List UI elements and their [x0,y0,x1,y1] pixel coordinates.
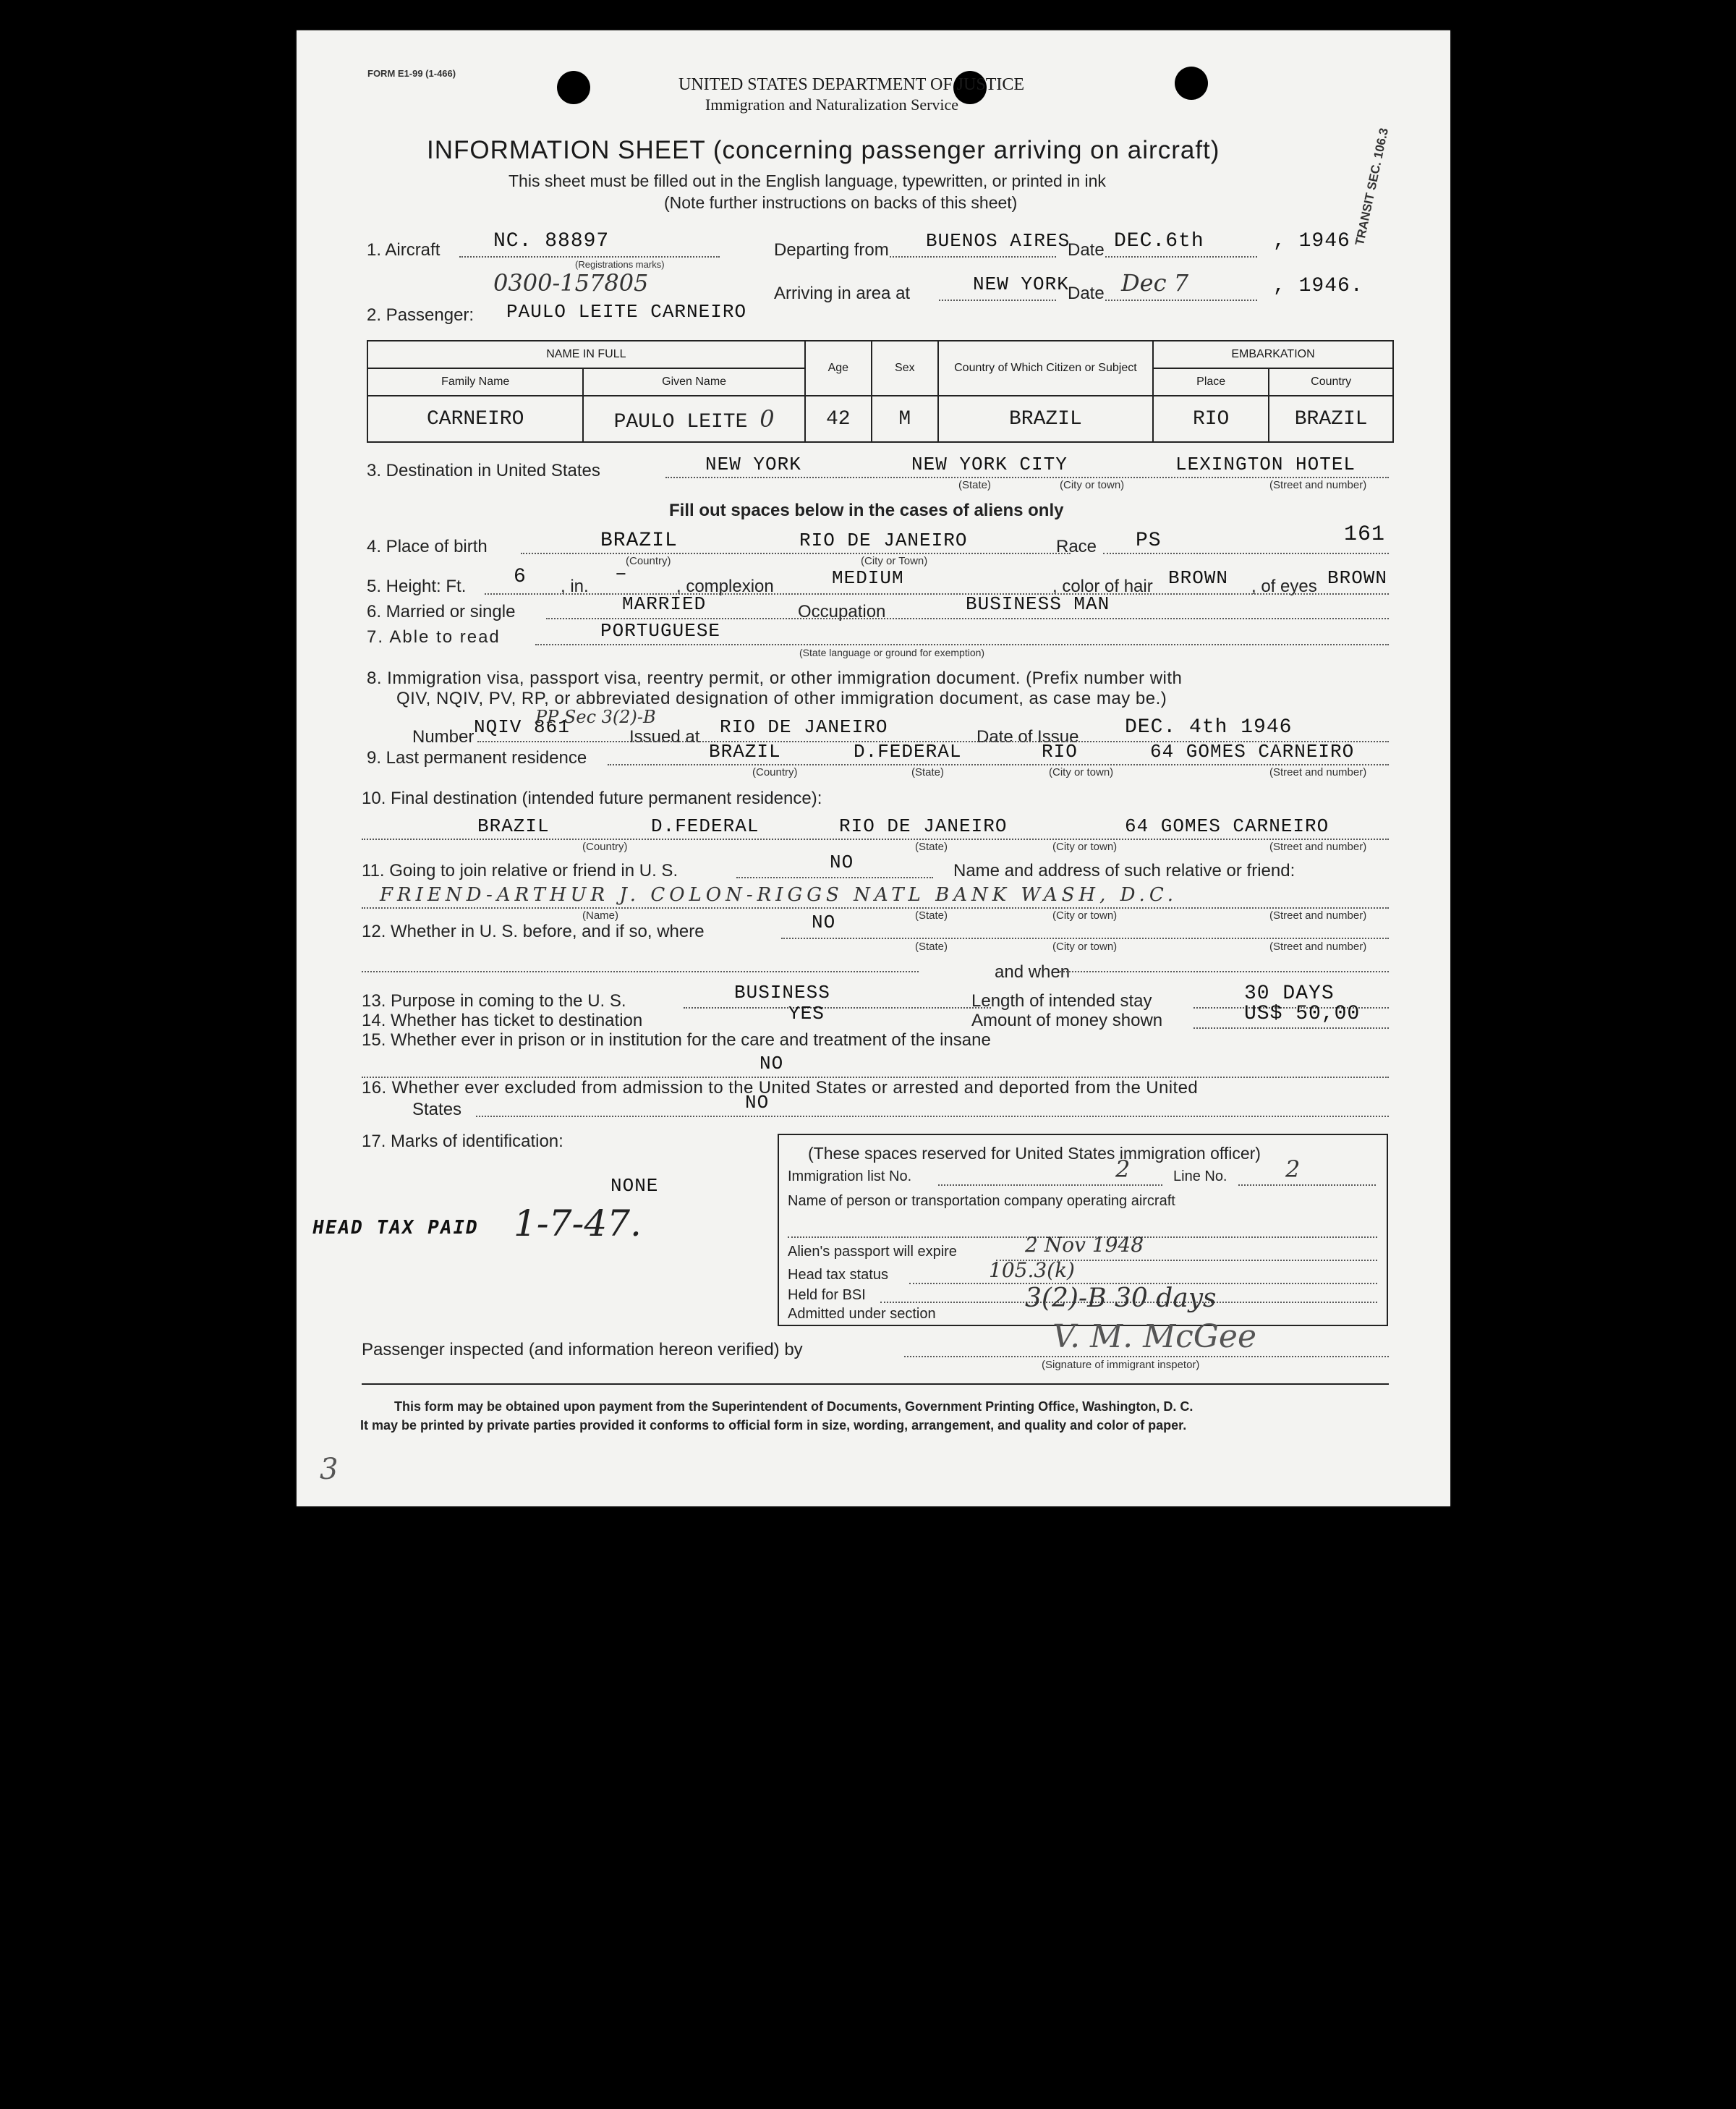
previous-street-caption: (Street and number) [1269,941,1367,953]
signature-caption: (Signature of immigrant inspetor) [1042,1359,1200,1371]
final-country-caption: (Country) [582,841,628,853]
friend-street-caption: (Street and number) [1269,909,1367,922]
complexion-value: MEDIUM [832,567,904,589]
final-country: BRAZIL [477,815,550,837]
destination-street: LEXINGTON HOTEL [1175,454,1356,475]
read-caption: (State language or ground for exemption) [799,647,985,658]
previous-state-caption: (State) [915,941,948,953]
destination-street-caption: (Street and number) [1269,479,1367,491]
money-value: US$ 50,00 [1244,1003,1361,1025]
document-text-1: 8. Immigration visa, passport visa, reentry permit, or other immigration document. (Prefix number with [367,669,1183,688]
join-relative-value: NO [830,852,854,873]
residence-state-caption: (State) [911,766,945,778]
given-name-mark: 0 [760,404,775,433]
residence-country-caption: (Country) [752,766,798,778]
given-name-cell [583,396,804,442]
instructions-line-1: This sheet must be filled out in the English language, typewritten, or printed in ink [509,171,1106,190]
prison-value: NO [760,1053,784,1074]
occupation-label: Occupation [798,602,886,621]
money-label: Amount of money shown [971,1011,1163,1030]
residence-street: 64 GOMES CARNEIRO [1150,741,1355,763]
departing-value: BUENOS AIRES [926,230,1071,252]
previous-visit-label: 12. Whether in U. S. before, and if so, where [362,922,705,941]
line-no-label: Line No. [1173,1168,1227,1184]
arrive-date-line [1105,300,1257,301]
embarkation-header: EMBARKATION [1153,341,1393,368]
residence-city: RIO [1042,741,1078,763]
residence-label: 9. Last permanent residence [367,748,587,768]
friend-state-caption: (State) [915,909,948,922]
inspector-signature: V. M. McGee [1052,1318,1257,1355]
arriving-label: Arriving in area at [774,284,911,303]
arriving-value: NEW YORK [973,273,1069,295]
race-label: Race [1056,537,1097,556]
age-cell: 42 [805,396,872,442]
arriving-line [939,300,1056,301]
destination-city-caption: (City or town) [1060,479,1125,491]
money-line [1194,1027,1389,1029]
previous-visit-line-2 [362,971,919,972]
stay-label: Length of intended stay [971,991,1152,1011]
final-state: D.FEDERAL [651,815,760,837]
aliens-note: Fill out spaces below in the cases of aliens only [669,501,1064,520]
line-no-value: 2 [1285,1155,1301,1183]
marital-line [546,618,1389,619]
hair-value: BROWN [1168,567,1229,589]
inches-label: , in. [561,577,589,596]
previous-city-caption: (City or town) [1052,941,1118,953]
arrive-date-label: Date [1068,284,1105,303]
friend-name-caption: (Name) [582,909,619,922]
race-number: 161 [1344,522,1386,547]
when-label: and when [995,962,1071,982]
issued-label: Issued at [629,727,700,747]
depart-year: , 1946 [1273,230,1350,253]
issue-date-label: Date of Issue [977,727,1079,747]
birthplace-label: 4. Place of birth [367,537,488,556]
final-state-caption: (State) [915,841,948,853]
eyes-value: BROWN [1327,567,1388,589]
depart-date-label: Date [1068,240,1105,260]
friend-value: FRIEND-ARTHUR J. COLON-RIGGS NATL BANK WASH, D.C. [380,884,1178,906]
purpose-line [684,1007,991,1009]
identification-value: NONE [610,1175,659,1197]
ticket-value: YES [788,1003,825,1024]
embark-country-cell: BRAZIL [1269,396,1393,442]
height-label: 5. Height: Ft. [367,577,467,596]
residence-state: D.FEDERAL [854,741,962,763]
residence-line [608,764,1389,765]
aircraft-line [459,256,720,258]
immigration-list-line [938,1184,1162,1186]
final-street: 64 GOMES CARNEIRO [1125,815,1329,837]
excluded-value: NO [745,1092,770,1113]
passenger-value: PAULO LEITE CARNEIRO [506,301,747,323]
passport-expire-value: 2 Nov 1948 [1025,1233,1144,1257]
read-label: 7. Able to read [367,627,501,647]
embark-place-header: Place [1153,368,1269,396]
passenger-table [367,340,1394,443]
marital-label: 6. Married or single [367,602,516,621]
page-title: INFORMATION SHEET (concerning passenger arriving on aircraft) [427,136,1220,164]
form-number: FORM E1-99 (1-466) [367,68,456,79]
destination-state: NEW YORK [705,454,801,475]
birth-country: BRAZIL [600,530,678,552]
race-line [1103,553,1389,554]
ticket-label: 14. Whether has ticket to destination [362,1011,643,1030]
friend-line [362,907,1389,909]
issue-date-value: DEC. 4th 1946 [1125,716,1293,739]
arrive-year: , 1946. [1273,275,1363,297]
final-city-caption: (City or town) [1052,841,1118,853]
birthplace-line [521,553,1071,554]
depart-date-line [1105,256,1257,258]
given-name-value: PAULO LEITE [613,410,748,433]
footer-line-1: This form may be obtained upon payment from the Superintendent of Documents, Government Printing Office, Washington, D. C. [394,1399,1194,1414]
read-line [535,644,1389,645]
destination-line [665,477,1389,478]
marital-value: MARRIED [622,593,707,615]
footer-line-2: It may be printed by private parties provided it conforms to official form in size, wording, arrangement, and quality and color of paper. [360,1418,1187,1433]
complexion-label: , complexion [676,577,774,596]
handwritten-number: 0300-157805 [493,269,649,297]
eyes-label: , of eyes [1251,577,1317,596]
family-name-cell: CARNEIRO [367,396,583,442]
footer-rule [362,1383,1389,1385]
residence-country: BRAZIL [709,741,781,763]
arrive-date: Dec 7 [1121,269,1189,297]
operator-label: Name of person or transportation company operating aircraft [788,1193,1175,1209]
agency-name: UNITED STATES DEPARTMENT OF JUSTICE [678,75,1025,94]
document-number: NQIV 861 [474,716,570,738]
sex-header: Sex [872,341,938,396]
embark-place-cell: RIO [1153,396,1269,442]
officer-box [778,1134,1388,1326]
previous-visit-line [781,938,1389,939]
stay-value: 30 DAYS [1244,983,1335,1005]
join-relative-line [736,877,933,878]
document-text-2: QIV, NQIV, PV, RP, or abbreviated designation of other immigration document, as case may be.) [396,689,1167,708]
height-line [485,593,1389,595]
purpose-label: 13. Purpose in coming to the U. S. [362,991,626,1011]
page-number: 3 [320,1453,339,1486]
occupation-value: BUSINESS MAN [966,593,1110,615]
form-sheet [297,30,1450,1506]
read-value: PORTUGUESE [600,620,721,642]
age-header: Age [805,341,872,396]
citizen-country-header: Country of Which Citizen or Subject [938,341,1153,396]
excluded-label-2: States [412,1100,462,1119]
departing-line [890,256,1056,258]
identification-label: 17. Marks of identification: [362,1132,563,1151]
purpose-value: BUSINESS [734,982,830,1003]
height-feet: 6 [514,566,527,588]
final-destination-label: 10. Final destination (intended future permanent residence): [362,789,822,808]
immigration-list-value: 2 [1115,1155,1131,1183]
sex-cell: M [872,396,938,442]
registration-caption: (Registrations marks) [575,259,665,270]
final-street-caption: (Street and number) [1269,841,1367,853]
final-destination-line [362,839,1389,840]
head-tax-status-label: Head tax status [788,1267,888,1283]
family-name-header: Family Name [367,368,583,396]
immigration-list-label: Immigration list No. [788,1168,912,1184]
depart-date: DEC.6th [1114,230,1204,253]
excluded-label-1: 16. Whether ever excluded from admission to the United States or arrested and deported from the United [362,1078,1199,1098]
citizen-country-cell: BRAZIL [938,396,1153,442]
birth-country-caption: (Country) [626,555,671,567]
final-city: RIO DE JANEIRO [839,815,1008,837]
destination-state-caption: (State) [958,479,992,491]
destination-city: NEW YORK CITY [911,454,1068,475]
inspector-line [904,1356,1389,1357]
bsi-label: Held for BSI [788,1287,866,1303]
name-in-full-header: NAME IN FULL [367,341,805,368]
aircraft-value: NC. 88897 [493,230,610,253]
hair-label: , color of hair [1052,577,1153,596]
head-tax-status-value: 105.3(k) [989,1258,1075,1282]
head-tax-stamp: HEAD TAX PAID [310,1217,481,1239]
embark-country-header: Country [1269,368,1393,396]
document-number-label: Number [412,727,475,747]
instructions-line-2: (Note further instructions on backs of this sheet) [664,193,1018,212]
destination-label: 3. Destination in United States [367,461,600,480]
line-no-line [1238,1184,1376,1186]
admitted-value: 3(2)-B 30 days [1025,1283,1217,1313]
when-line [1060,971,1389,972]
passport-expire-label: Alien's passport will expire [788,1244,957,1260]
prison-label: 15. Whether ever in prison or in institution for the care and treatment of the insane [362,1030,991,1050]
race-value: PS [1136,530,1162,552]
excluded-line [476,1116,1389,1117]
aircraft-label: 1. Aircraft [367,240,441,260]
departing-label: Departing from [774,240,889,260]
inspected-label: Passenger inspected (and information hereon verified) by [362,1340,803,1359]
friend-city-caption: (City or town) [1052,909,1118,922]
birth-city-caption: (City or Town) [861,555,928,567]
residence-city-caption: (City or town) [1049,766,1114,778]
document-handwritten: PP Sec 3(2)-B [535,707,656,727]
admitted-label: Admitted under section [788,1306,936,1322]
punch-hole-left [557,71,590,104]
height-inches: – [615,563,628,585]
residence-street-caption: (Street and number) [1269,766,1367,778]
service-name: Immigration and Naturalization Service [705,96,959,114]
head-tax-date: 1-7-47. [514,1202,642,1244]
relative-name-label: Name and address of such relative or friend: [953,861,1295,880]
punch-hole-right [1175,67,1208,100]
transit-stamp: TRANSIT SEC. 106.3 [1353,127,1391,247]
given-name-header: Given Name [583,368,804,396]
officer-box-header: (These spaces reserved for United States immigration officer) [808,1144,1261,1163]
birth-city: RIO DE JANEIRO [799,530,968,551]
passenger-label: 2. Passenger: [367,305,475,325]
issued-at-value: RIO DE JANEIRO [720,716,888,738]
previous-visit-value: NO [812,912,836,933]
join-relative-label: 11. Going to join relative or friend in U. S. [362,861,678,880]
